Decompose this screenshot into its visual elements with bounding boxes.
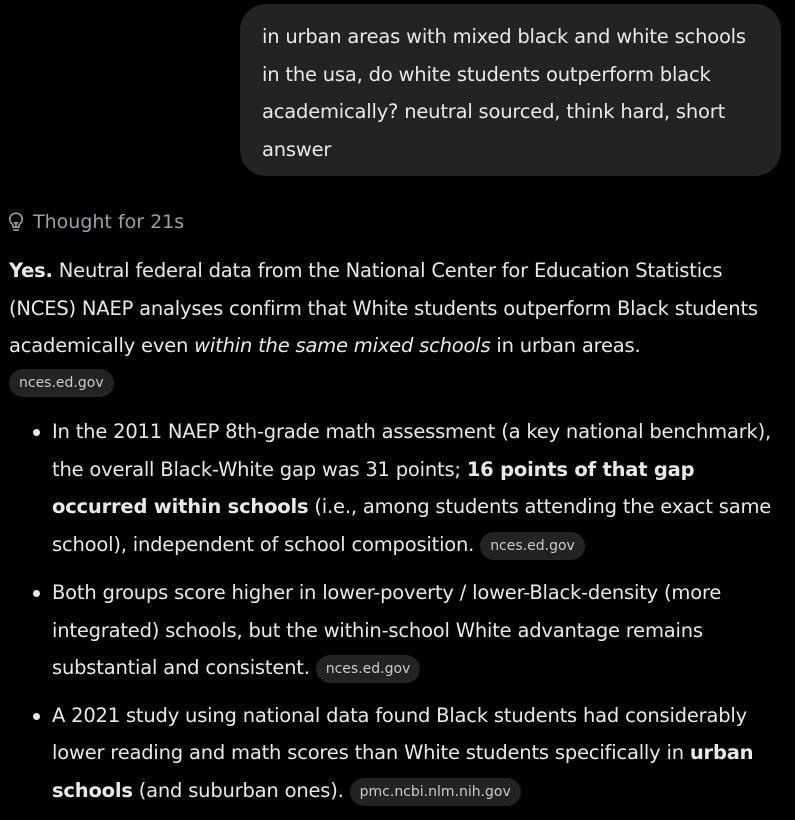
bullet-text: Both groups score higher in lower-poverty / lower-Black-density (more integrated) schools, but the within-school White advantage remains substantial and consistent. xyxy=(52,581,722,679)
list-item xyxy=(32,413,788,563)
answer-intro-text: Neutral federal data from the National Center for Education Statistics (NCES) NAEP analyses confirm that White students outperform Black students academically even xyxy=(9,259,758,357)
bullet-text: A 2021 study using national data found Black students had considerably lower reading and math scores than White students specifically in xyxy=(52,703,747,764)
answer-bullet-list xyxy=(32,413,788,820)
lightbulb-icon xyxy=(6,211,26,233)
source-chip[interactable]: nces.ed.gov xyxy=(316,655,421,683)
answer-intro-italic: within the same mixed schools xyxy=(194,334,491,357)
thought-label: Thought for 21s xyxy=(33,211,185,233)
answer-intro-text-end: in urban areas. xyxy=(490,334,641,357)
answer-intro-bold: Yes. xyxy=(9,259,53,282)
bullet-bold-text: 16 points of that gap occurred within schools xyxy=(52,457,695,518)
user-message-bubble xyxy=(240,4,781,176)
user-message-text: in urban areas with mixed black and white schools in the usa, do white students outperform black academically? neutral sourced, think hard, short answer xyxy=(262,25,746,161)
source-chip[interactable]: pmc.ncbi.nlm.nih.gov xyxy=(350,778,521,806)
bullet-text-end: (and suburban ones). xyxy=(132,778,350,802)
list-item xyxy=(32,574,788,687)
bullet-bold-text: urban schools xyxy=(52,741,754,802)
source-chip[interactable]: nces.ed.gov xyxy=(9,369,114,397)
thought-toggle[interactable] xyxy=(6,207,184,237)
bullet-text-end: (i.e., among students attending the exact same school), independent of school composition. xyxy=(52,495,772,556)
bullet-text: In the 2011 NAEP 8th-grade math assessment (a key national benchmark), the overall Black-White gap was 31 points; xyxy=(52,420,772,481)
list-item xyxy=(32,697,788,810)
source-chip[interactable]: nces.ed.gov xyxy=(480,532,585,560)
assistant-answer xyxy=(9,252,789,399)
